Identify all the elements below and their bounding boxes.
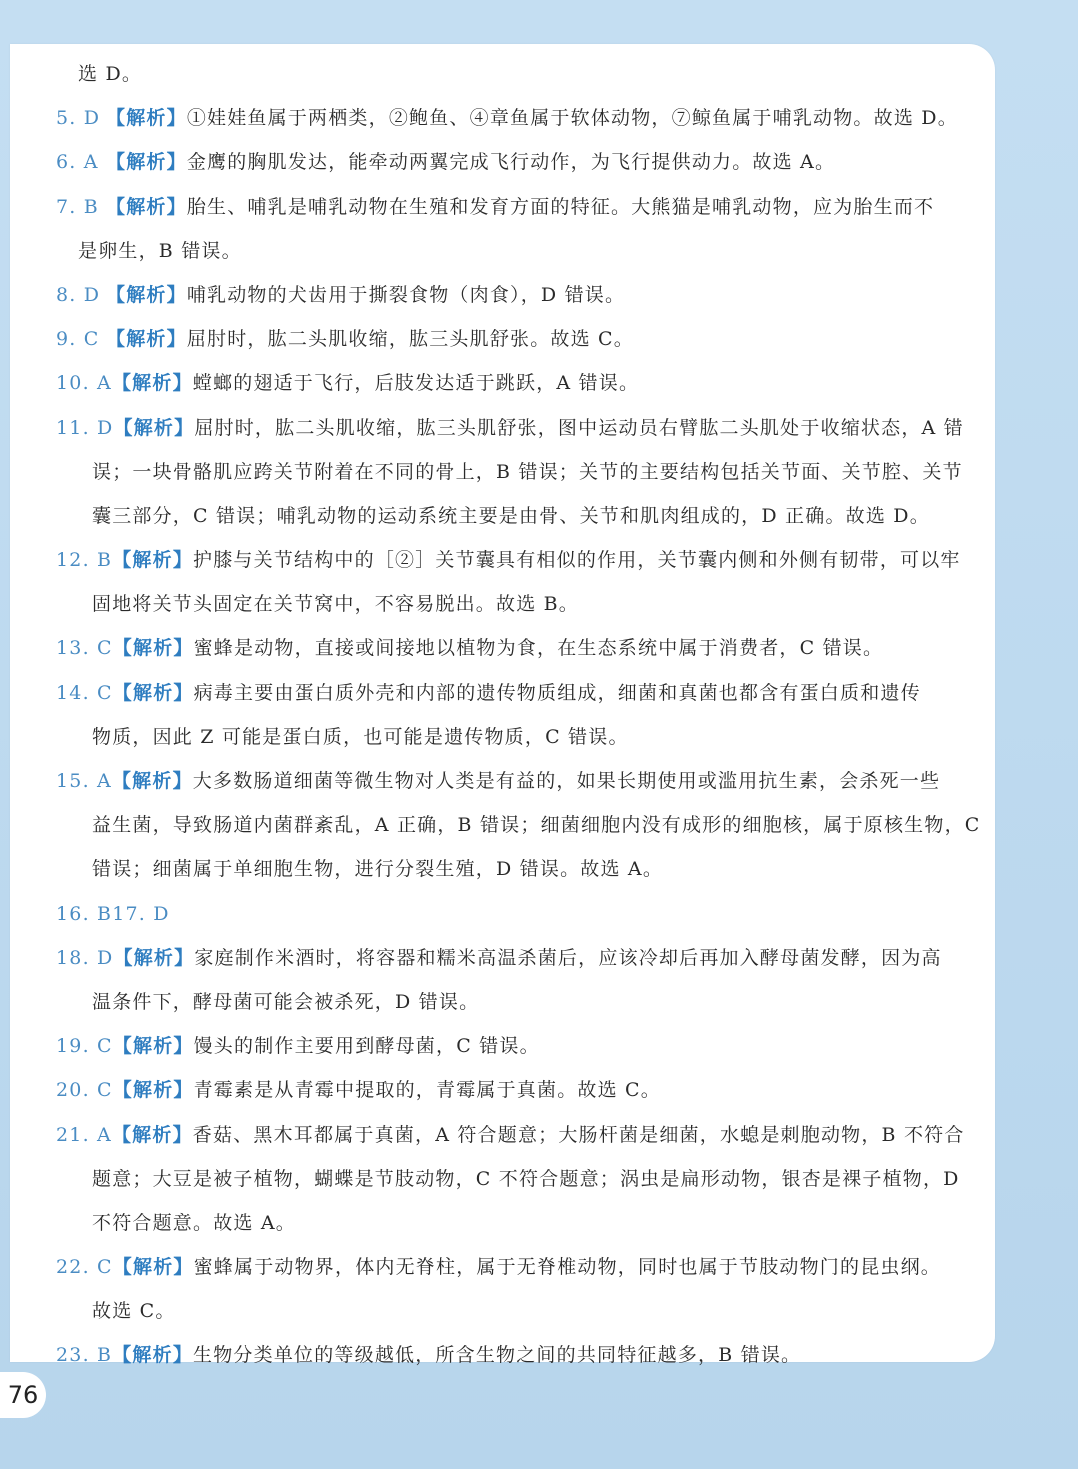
question-number: 8. D [56,283,101,306]
answer-text: 螳螂的翅适于飞行，后肢发达适于跳跃，A 错误。 [192,372,640,395]
analysis-tag: 【解析】 [106,283,187,306]
analysis-tag: 【解析】 [111,1123,193,1146]
answer-line [56,229,991,273]
question-number: 14. C [56,681,113,704]
answer-line [56,450,991,494]
question-number: 20. C [56,1079,113,1102]
answer-text: 金鹰的胸肌发达，能牵动两翼完成飞行动作，为飞行提供动力。故选 A。 [186,151,836,174]
answer-line [56,96,991,140]
answer-text: 故选 C。 [92,1300,176,1323]
question-number: 19. C [56,1035,113,1058]
answer-line [56,406,991,450]
answer-text: 蜜蜂是动物，直接或间接地以植物为食，在生态系统中属于消费者，C 错误。 [193,637,884,660]
answer-text: 17. D [112,902,170,925]
answer-line [56,803,991,847]
answer-text: 大多数肠道细菌等微生物对人类是有益的，如果长期使用或滥用抗生素，会杀死一些 [192,770,941,792]
answer-text: 馒头的制作主要用到酵母菌，C 错误。 [193,1035,540,1058]
analysis-tag: 【解析】 [106,107,187,130]
page-number: 76 [0,1372,46,1418]
answer-text: 病毒主要由蛋白质外壳和内部的遗传物质组成，细菌和真菌也都含有蛋白质和遗传 [193,681,921,704]
analysis-tag: 【解析】 [113,416,195,439]
analysis-tag: 【解析】 [106,195,187,218]
question-number: 22. C [56,1256,113,1279]
answer-text: 护膝与关节结构中的［②］关节囊具有相似的作用，关节囊内侧和外侧有韧带，可以牢 [193,549,961,572]
answer-text: 哺乳动物的犬齿用于撕裂食物（肉食），D 错误。 [186,283,626,306]
analysis-tag: 【解析】 [106,328,187,351]
question-number: 18. D [56,946,114,969]
question-number: 15. A [56,770,112,792]
analysis-tag: 【解析】 [112,549,194,572]
answer-text: 囊三部分，C 错误；哺乳动物的运动系统主要是由骨、关节和肌肉组成的，D 正确。故选 D。 [92,504,930,527]
answer-text: 错误；细菌属于单细胞生物，进行分裂生殖，D 错误。故选 A。 [92,858,664,881]
question-number: 6. A [56,151,99,174]
question-number: 12. B [56,549,113,572]
answer-text: 香菇、黑木耳都属于真菌，A 符合题意；大肠杆菌是细菌，水螅是刺胞动物，B 不符合 [192,1123,965,1146]
answer-text: 选 D。 [78,63,143,85]
answer-line [56,52,991,96]
answer-line [56,847,991,891]
answer-text: 青霉素是从青霉中提取的，青霉属于真菌。故选 C。 [193,1079,661,1102]
answer-line [56,1289,991,1333]
answer-line [56,317,991,361]
analysis-tag: 【解析】 [112,1035,194,1058]
answer-line [56,494,991,538]
answer-line [56,273,991,317]
answer-text: 不符合题意。故选 A。 [92,1211,296,1234]
answer-text: 屈肘时，肱二头肌收缩，肱三头肌舒张。故选 C。 [186,328,634,351]
analysis-tag: 【解析】 [111,770,193,792]
answer-text: 物质，因此 Z 可能是蛋白质，也可能是遗传物质，C 错误。 [92,725,629,748]
question-number: 21. A [56,1123,112,1146]
answer-text: 家庭制作米酒时，将容器和糯米高温杀菌后，应该冷却后再加入酵母菌发酵，因为高 [194,946,942,969]
analysis-tag: 【解析】 [112,637,194,660]
answer-text: 益生菌，导致肠道内菌群紊乱，A 正确，B 错误；细菌细胞内没有成形的细胞核，属于原核生物，C [92,814,981,837]
answer-text: 温条件下，酵母菌可能会被杀死，D 错误。 [92,990,480,1013]
answer-text: 生物分类单位的等级越低，所含生物之间的共同特征越多，B 错误。 [193,1344,802,1367]
question-number: 23. B [56,1344,113,1367]
answer-text: 是卵生，B 错误。 [78,239,242,262]
answer-text: 固地将关节头固定在关节窝中，不容易脱出。故选 B。 [92,593,580,616]
answer-line [56,140,991,184]
question-number: 10. A [56,372,112,395]
analysis-tag: 【解析】 [106,151,187,174]
answer-text: ①娃娃鱼属于两栖类，②鲍鱼、④章鱼属于软体动物，⑦鲸鱼属于哺乳动物。故选 D。 [186,107,958,130]
answer-line [56,1024,991,1068]
answer-line [56,715,991,759]
answer-line [56,1201,991,1245]
answer-line [56,1333,991,1377]
question-number: 16. B [56,902,113,925]
answer-line [56,671,991,715]
answer-text: 误；一块骨骼肌应跨关节附着在不同的骨上，B 错误；关节的主要结构包括关节面、关节腔、关节 [92,460,963,483]
answer-line [56,185,991,229]
analysis-tag: 【解析】 [111,372,193,395]
answer-line [56,1245,991,1289]
answer-line [56,759,991,803]
answer-line [56,538,991,582]
answer-text: 题意；大豆是被子植物，蝴蝶是节肢动物，C 不符合题意；涡虫是扁形动物，银杏是裸子植物，D [92,1167,960,1190]
answer-line [56,892,991,936]
question-number: 5. D [56,107,101,130]
analysis-tag: 【解析】 [113,946,195,969]
answer-list [56,52,991,1378]
question-number: 11. D [56,416,114,439]
answer-line [56,1113,991,1157]
answer-line [56,361,991,405]
question-number: 9. C [56,328,100,351]
question-number: 7. B [56,195,99,218]
analysis-tag: 【解析】 [112,1344,194,1367]
question-number: 13. C [56,637,113,660]
answer-line [56,582,991,626]
answer-line [56,626,991,670]
analysis-tag: 【解析】 [112,681,194,704]
answer-text: 胎生、哺乳是哺乳动物在生殖和发育方面的特征。大熊猫是哺乳动物，应为胎生而不 [186,195,935,218]
answer-line [56,980,991,1024]
answer-line [56,1157,991,1201]
analysis-tag: 【解析】 [112,1256,194,1279]
answer-text: 蜜蜂属于动物界，体内无脊柱，属于无脊椎动物，同时也属于节肢动物门的昆虫纲。 [193,1256,942,1279]
answer-line [56,1068,991,1112]
answer-line [56,936,991,980]
answer-text: 屈肘时，肱二头肌收缩，肱三头肌舒张，图中运动员右臂肱二头肌处于收缩状态，A 错 [194,416,964,439]
analysis-tag: 【解析】 [112,1079,194,1102]
